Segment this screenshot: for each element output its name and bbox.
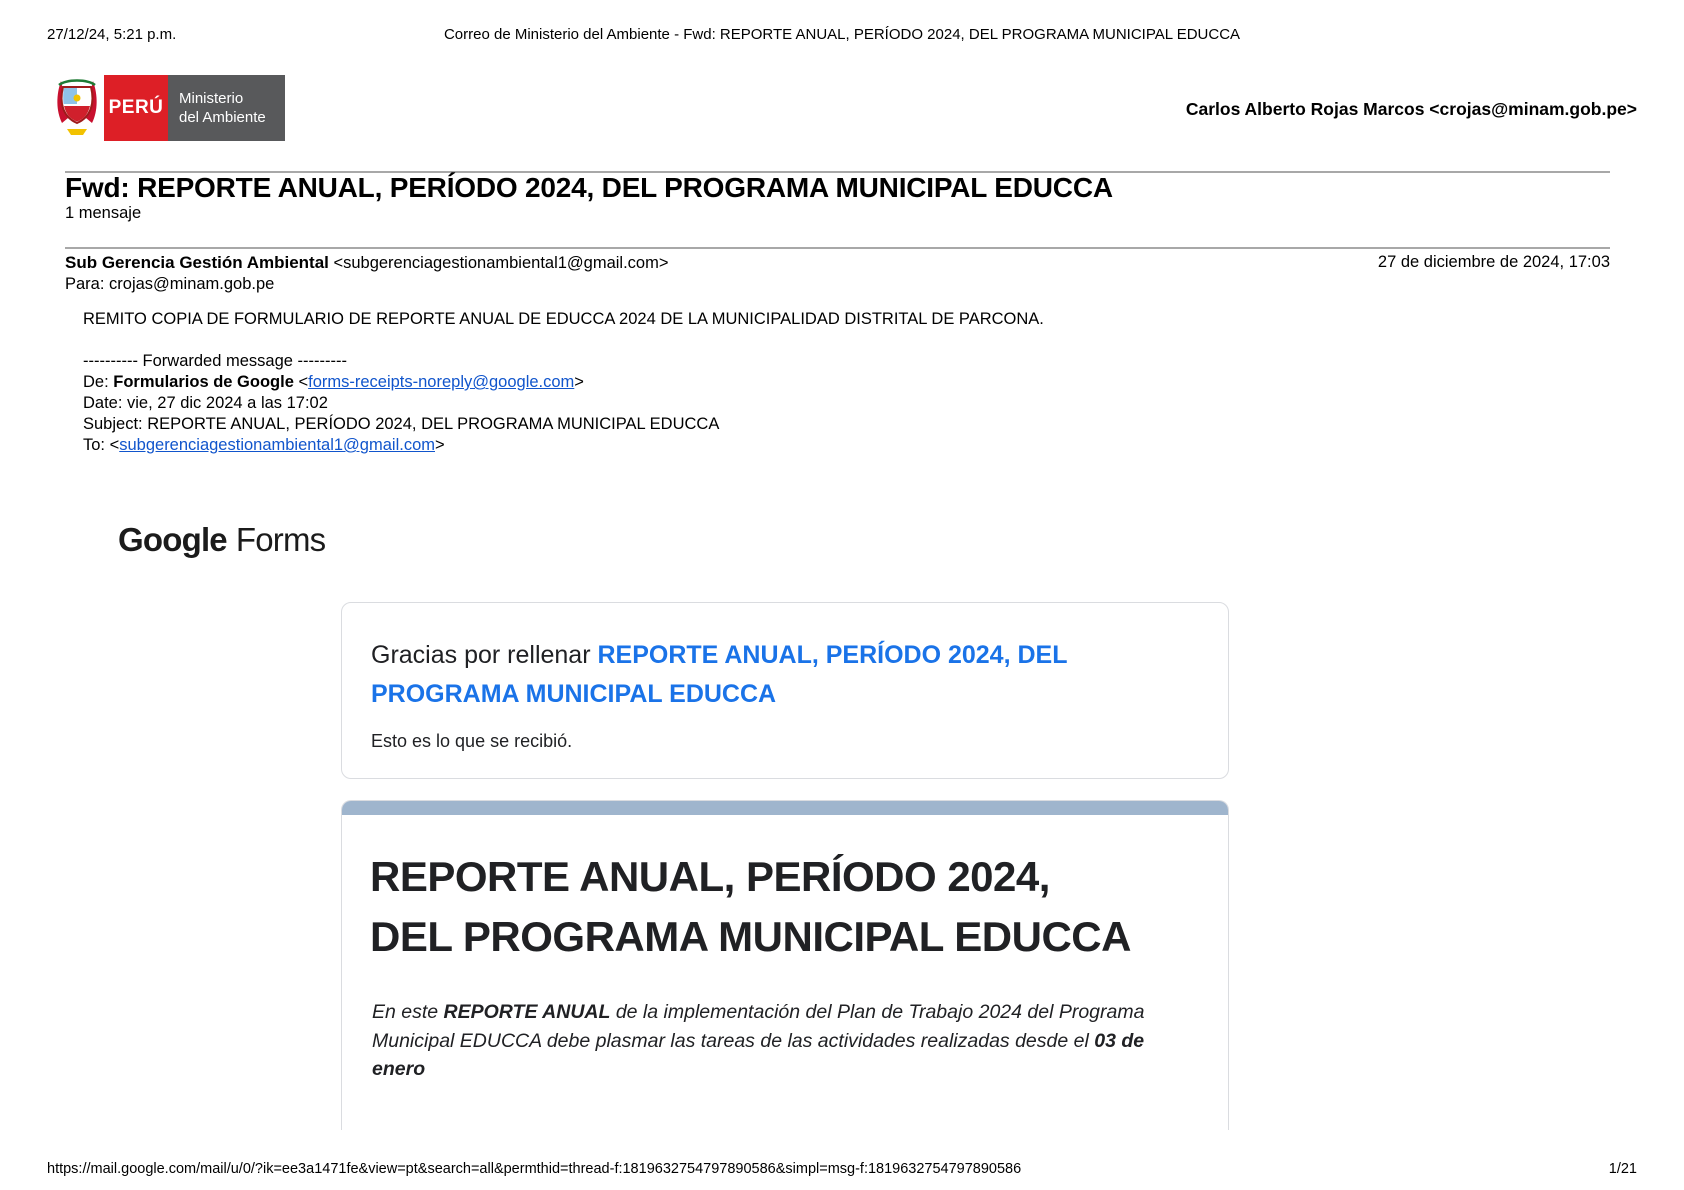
thanks-card <box>341 602 1229 779</box>
ministry-line2: del Ambiente <box>179 109 266 126</box>
form-title-line2: DEL PROGRAMA MUNICIPAL EDUCCA <box>370 913 1131 960</box>
sender-name: Sub Gerencia Gestión Ambiental <box>65 253 329 272</box>
form-title-line1: REPORTE ANUAL, PERÍODO 2024, <box>370 853 1050 900</box>
thread-subject: Fwd: REPORTE ANUAL, PERÍODO 2024, DEL PROGRAMA MUNICIPAL EDUCCA <box>65 172 1113 203</box>
blank-line <box>83 330 1044 351</box>
body-intro: REMITO COPIA DE FORMULARIO DE REPORTE ANUAL DE EDUCCA 2024 DE LA MUNICIPALIDAD DISTRITAL DE PARCONA. <box>83 310 1044 328</box>
desc-seg-4: 03 de enero <box>372 1029 1145 1080</box>
sender-identity <box>65 253 669 273</box>
account-owner: Carlos Alberto Rojas Marcos <crojas@minam.gob.pe> <box>1185 99 1637 119</box>
print-timestamp: 27/12/24, 5:21 p.m. <box>47 26 177 43</box>
received-note: Esto es lo que se recibió. <box>371 731 573 751</box>
forwarded-from-line <box>83 372 1044 393</box>
form-description <box>372 998 1198 1084</box>
recipient-line: Para: crojas@minam.gob.pe <box>65 275 275 293</box>
google-wordmark: Google <box>118 521 227 558</box>
google-forms-logo <box>118 521 325 559</box>
thanks-text <box>371 636 1150 714</box>
form-card-header-bar <box>342 801 1228 815</box>
to-email-link[interactable]: subgerenciagestionambiental1@gmail.com <box>119 436 435 454</box>
sender-row <box>65 253 1610 273</box>
peru-brand-block <box>104 75 168 141</box>
ministry-name-block <box>168 75 285 141</box>
thanks-prefix: Gracias por rellenar <box>371 641 598 669</box>
forwarded-date-line: Date: vie, 27 dic 2024 a las 17:02 <box>83 394 328 412</box>
forwarded-divider: ---------- Forwarded message --------- <box>83 352 347 370</box>
minam-logo <box>50 75 285 141</box>
forwarded-subject-line: Subject: REPORTE ANUAL, PERÍODO 2024, DEL PROGRAMA MUNICIPAL EDUCCA <box>83 415 720 433</box>
to-label: To: < <box>83 436 120 454</box>
from-close-bracket: > <box>574 373 584 391</box>
print-document-title: Correo de Ministerio del Ambiente - Fwd: REPORTE ANUAL, PERÍODO 2024, DEL PROGRAMA MUNICIPAL EDUCCA <box>443 26 1241 43</box>
form-title-link[interactable]: REPORTE ANUAL, PERÍODO 2024, DEL PROGRAMA MUNICIPAL EDUCCA <box>371 641 1068 708</box>
from-name: Formularios de Google <box>113 373 294 391</box>
sent-date: 27 de diciembre de 2024, 17:03 <box>1377 253 1610 271</box>
desc-seg-1: En este <box>372 1001 444 1023</box>
peru-label: PERÚ <box>108 97 164 118</box>
from-open-bracket: < <box>293 373 309 391</box>
message-body <box>83 309 1044 456</box>
print-footer-url: https://mail.google.com/mail/u/0/?ik=ee3a1471fe&view=pt&search=all&permthid=thread-f:1819632754797890586&simpl=msg-f:1819632754797890586 <box>47 1161 1022 1177</box>
form-response-card <box>341 800 1229 1130</box>
print-page-indicator: 1/21 <box>1608 1161 1637 1177</box>
ministry-line1: Ministerio <box>179 90 244 107</box>
desc-seg-3: de la implementación del Plan de Trabajo 2024 del Programa Municipal EDUCCA debe plasmar las tareas de las actividades realizadas desde el <box>372 1001 1145 1052</box>
forms-wordmark: Forms <box>235 521 326 558</box>
from-email-link[interactable]: forms-receipts-noreply@google.com <box>308 373 575 391</box>
peru-coat-of-arms-icon <box>50 75 104 141</box>
form-title <box>370 847 1200 967</box>
from-label: De: <box>83 373 114 391</box>
sender-address: <subgerenciagestionambiental1@gmail.com> <box>328 254 669 272</box>
to-close-bracket: > <box>435 436 445 454</box>
message-count: 1 mensaje <box>65 204 142 222</box>
forwarded-to-line <box>83 435 1044 456</box>
desc-seg-2: REPORTE ANUAL <box>443 1001 611 1023</box>
divider-line-bottom <box>65 247 1610 249</box>
